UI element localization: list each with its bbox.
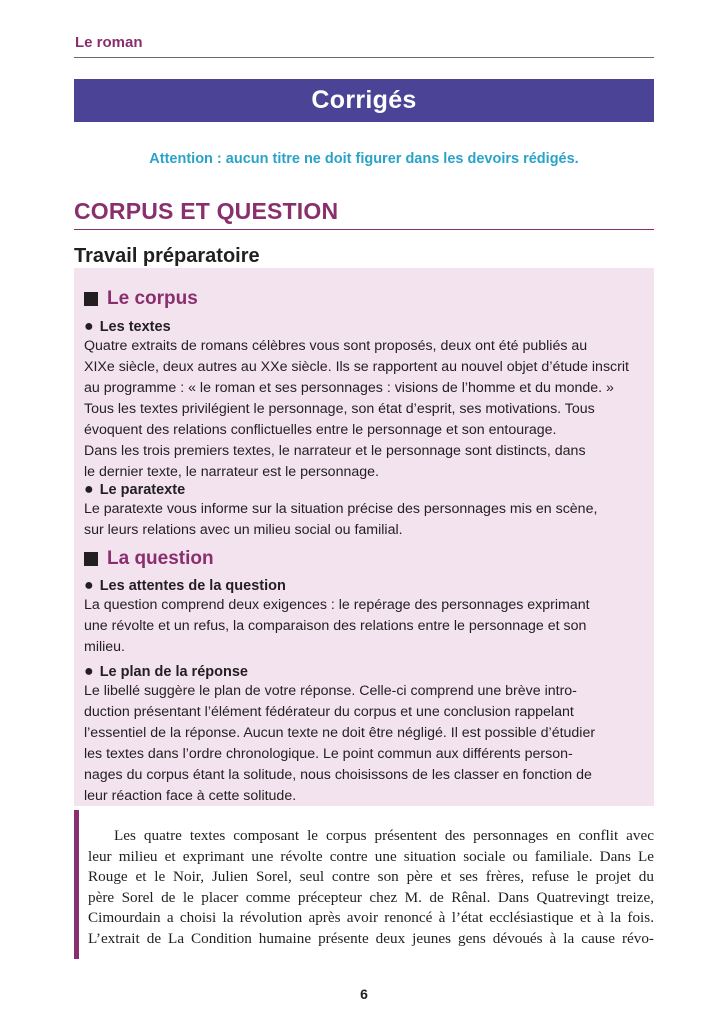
section-divider (74, 229, 654, 230)
text-line: leur milieu et exprimant une révolte contre une situation sociale ou familiale. Dans Le (88, 847, 654, 865)
textes-heading-label: Les textes (99, 319, 171, 335)
attention-note: Attention : aucun titre ne doit figurer dans les devoirs rédigés. (149, 151, 579, 167)
text-line: une révolte et un refus, la comparaison des relations entre le personnage et son (84, 618, 587, 634)
text-line: Cimourdain a choisi la révolution après avoir renoncé à l’état ecclésiastique et à la fois. (88, 909, 654, 927)
preparatory-work-box (74, 268, 654, 806)
text-line: au programme : « le roman et ses personnages : visions de l’homme et du monde. » (84, 380, 614, 396)
page-number: 6 (360, 986, 368, 1002)
answer-margin-bar (74, 810, 79, 959)
text-line: Rouge et le Noir, Julien Sorel, seul contre son père et ses frères, refuse le projet du (88, 868, 654, 886)
text-line: Le libellé suggère le plan de votre réponse. Celle-ci comprend une brève intro- (84, 683, 577, 699)
question-heading (84, 548, 214, 570)
bullet-icon: ● (84, 663, 94, 680)
text-line: La question comprend deux exigences : le repérage des personnages exprimant (84, 597, 590, 613)
square-bullet-icon (84, 552, 98, 566)
text-line: milieu. (84, 639, 125, 655)
text-line: XIXe siècle, deux autres au XXe siècle. Ils se rapportent au nouvel objet d’étude inscrit (84, 359, 629, 375)
text-line: duction présentant l’élément fédérateur du corpus et une conclusion rappelant (84, 704, 574, 720)
subsection-title: Travail préparatoire (74, 245, 260, 267)
text-line: père Sorel de le placer comme précepteur chez M. de Rênal. Dans Quatrevingt treize, (88, 888, 654, 906)
bullet-icon: ● (84, 577, 94, 594)
text-line: Tous les textes privilégient le personnage, son état d’esprit, ses motivations. Tous (84, 401, 595, 417)
plan-paragraph (84, 681, 644, 807)
bullet-icon: ● (84, 481, 94, 498)
corpus-heading-label: Le corpus (107, 288, 198, 309)
textes-heading (84, 318, 171, 336)
corriges-banner: Corrigés (74, 79, 654, 122)
text-line: le dernier texte, le narrateur est le personnage. (84, 464, 379, 480)
header-divider (74, 57, 654, 58)
bullet-icon: ● (84, 318, 94, 335)
text-line: Les quatre textes composant le corpus présentent des personnages en conflit avec (114, 827, 654, 844)
answer-paragraph (88, 826, 654, 950)
attentes-heading (84, 577, 286, 595)
question-heading-label: La question (107, 548, 214, 569)
text-line: l’essentiel de la réponse. Aucun texte ne doit être négligé. Il est possible d’étudier (84, 725, 596, 741)
text-line: nages du corpus étant la solitude, nous choisissons de les classer en fonction de (84, 767, 592, 783)
text-line: Le paratexte vous informe sur la situation précise des personnages mis en scène, (84, 501, 598, 517)
plan-heading (84, 663, 248, 681)
section-title: CORPUS ET QUESTION (74, 198, 339, 224)
attentes-paragraph (84, 595, 644, 658)
attentes-heading-label: Les attentes de la question (99, 578, 286, 594)
paratexte-heading (84, 481, 185, 499)
text-line: leur réaction face à cette solitude. (84, 788, 297, 804)
corpus-heading (84, 288, 198, 310)
textes-paragraph (84, 336, 644, 483)
paratexte-heading-label: Le paratexte (99, 482, 186, 498)
running-header: Le roman (75, 34, 143, 51)
plan-heading-label: Le plan de la réponse (99, 664, 248, 680)
text-line: sur leurs relations avec un milieu social ou familial. (84, 522, 403, 538)
text-line: les textes dans l’ordre chronologique. Le point commun aux différents person- (84, 746, 573, 762)
text-line: Quatre extraits de romans célèbres vous sont proposés, deux ont été publiés au (84, 338, 588, 354)
text-line: L’extrait de La Condition humaine présente deux jeunes gens dévoués à la cause révo- (88, 929, 654, 947)
text-line: Dans les trois premiers textes, le narrateur et le personnage sont distincts, dans (84, 443, 586, 459)
square-bullet-icon (84, 292, 98, 306)
paratexte-paragraph (84, 499, 644, 541)
text-line: évoquent des relations conflictuelles entre le personnage et son entourage. (84, 422, 557, 438)
